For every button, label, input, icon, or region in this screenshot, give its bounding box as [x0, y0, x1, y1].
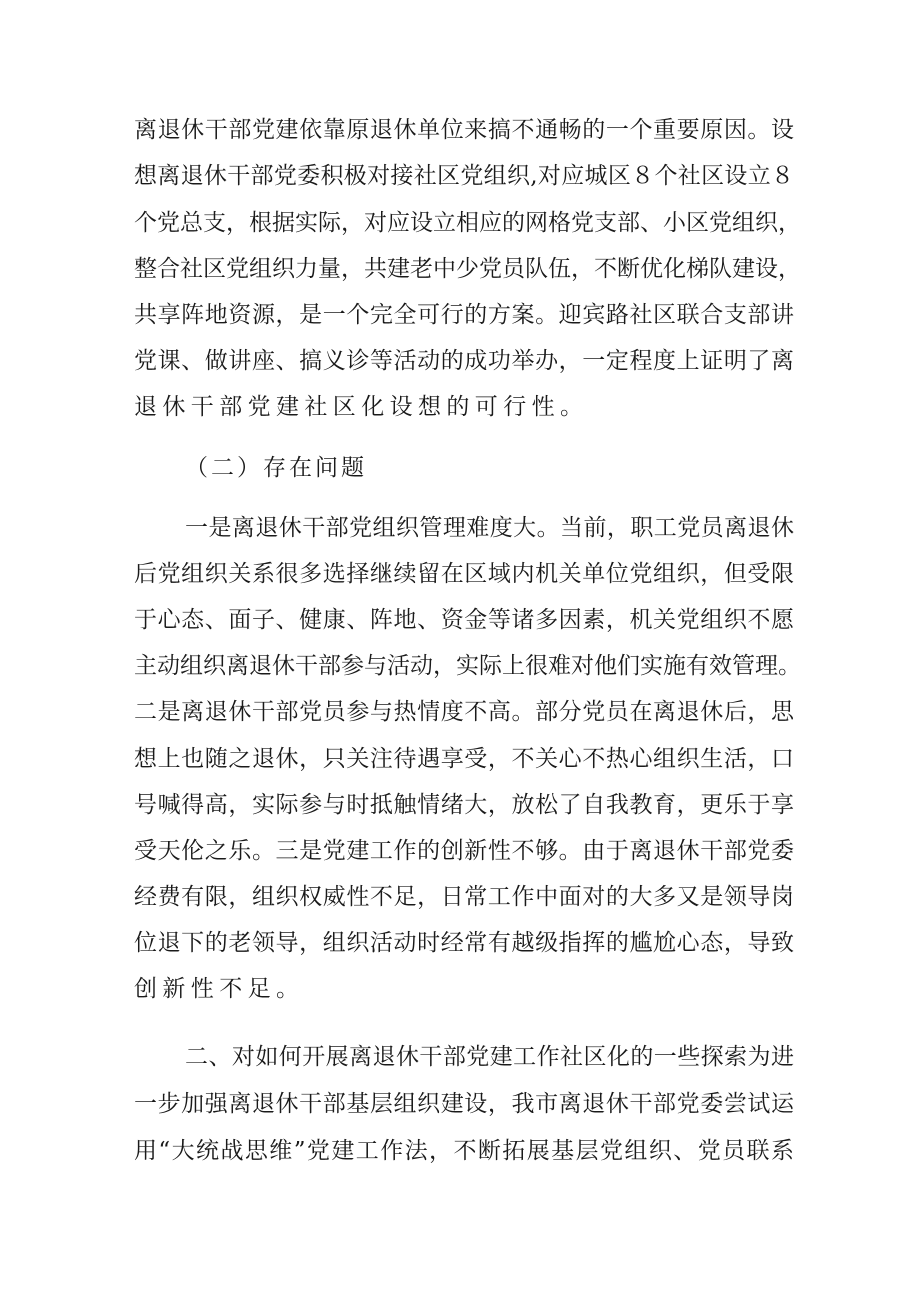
paragraph-1-line: 退休干部党建社区化设想的可行性。: [134, 394, 589, 420]
paragraph-2-line: 号喊得高，实际参与时抵触情绪大，放松了自我教育，更乐于享: [134, 792, 794, 818]
paragraph-2-line: 经费有限，组织权威性不足，日常工作中面对的大多又是领导岗: [134, 884, 794, 910]
paragraph-1-line: 党课、做讲座、搞义诊等活动的成功举办，一定程度上证明了离: [134, 348, 794, 374]
paragraph-3-line: 二、对如何开展离退休干部党建工作社区化的一些探索为进: [185, 1044, 794, 1070]
paragraph-3-line: 一步加强离退休干部基层组织建设，我市离退休干部党委尝试运: [134, 1091, 794, 1117]
paragraph-2-line: 位退下的老领导，组织活动时经常有越级指挥的尴尬心态，导致: [134, 930, 794, 956]
paragraph-2-line: 于心态、面子、健康、阵地、资金等诸多因素，机关党组织不愿: [134, 607, 794, 633]
paragraph-1-line: 想离退休干部党委积极对接社区党组织,对应城区８个社区设立８: [134, 163, 794, 189]
paragraph-1-line: 共享阵地资源，是一个完全可行的方案。迎宾路社区联合支部讲: [134, 302, 794, 328]
paragraph-1-line: 离退休干部党建依靠原退休单位来搞不通畅的一个重要原因。设: [134, 117, 794, 143]
paragraph-2-line: 受天伦之乐。三是党建工作的创新性不够。由于离退休干部党委: [134, 838, 794, 864]
paragraph-2-line: 二是离退休干部党员参与热情度不高。部分党员在离退休后，思: [134, 699, 794, 725]
paragraph-2-line: 创新性不足。: [134, 976, 305, 1002]
paragraph-2-line: 想上也随之退休，只关注待遇享受，不关心不热心组织生活，口: [134, 746, 794, 772]
paragraph-2-line: 一是离退休干部党组织管理难度大。当前，职工党员离退休: [185, 515, 794, 541]
paragraph-1-line: 整合社区党组织力量，共建老中少党员队伍，不断优化梯队建设，: [134, 256, 801, 282]
paragraph-2-line: 后党组织关系很多选择继续留在区域内机关单位党组织，但受限: [134, 561, 794, 587]
paragraph-2-line: 主动组织离退休干部参与活动，实际上很难对他们实施有效管理。: [134, 653, 801, 679]
section-heading: （二）存在问题: [185, 455, 367, 481]
paragraph-3-line: 用“大统战思维”党建工作法，不断拓展基层党组织、党员联系: [134, 1138, 794, 1164]
paragraph-1-line: 个党总支，根据实际，对应设立相应的网格党支部、小区党组织，: [134, 210, 801, 236]
